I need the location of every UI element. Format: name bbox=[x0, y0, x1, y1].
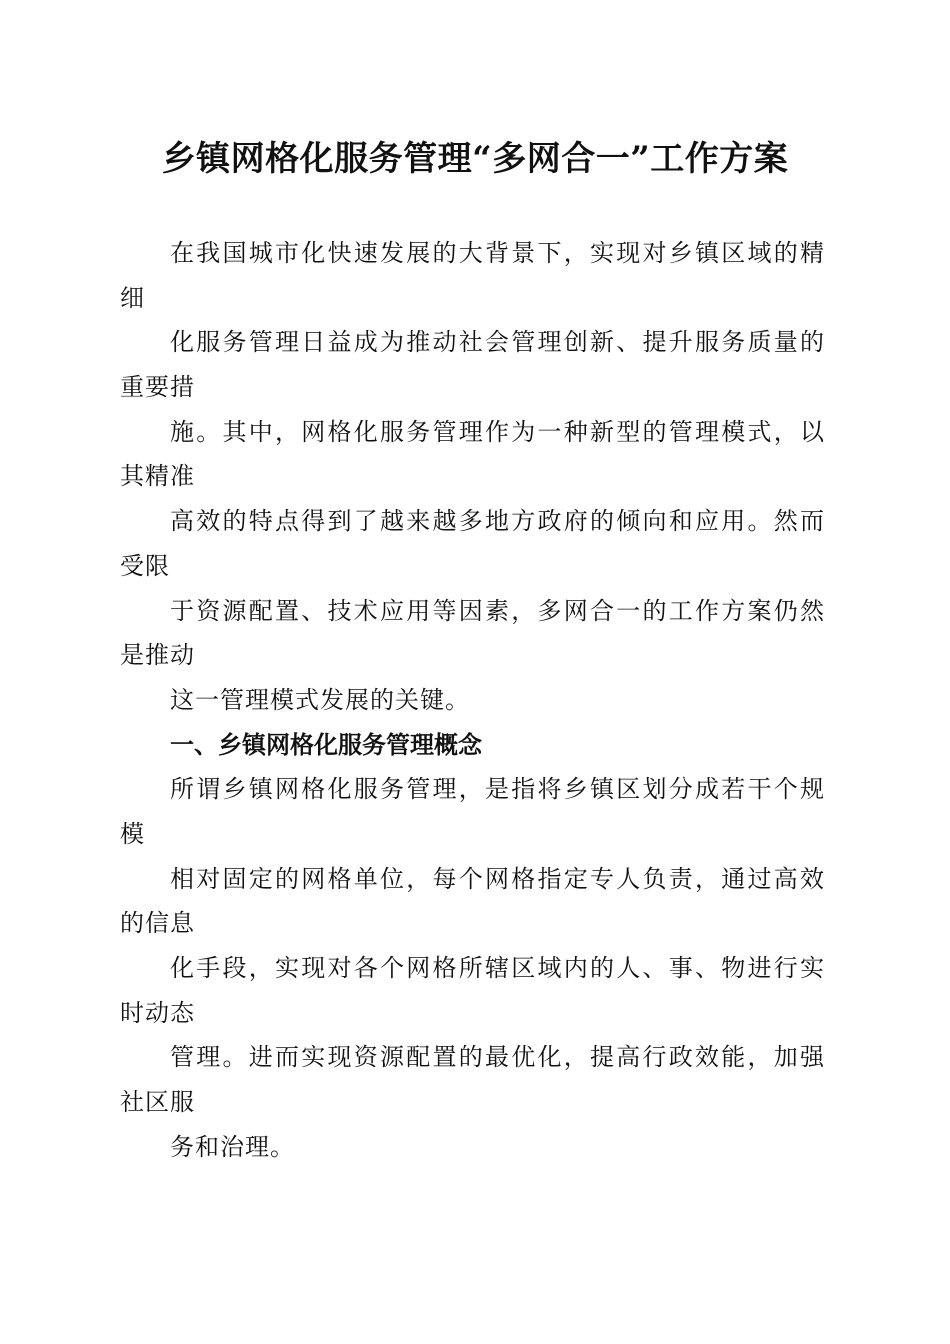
paragraph-line: 施。其中，网格化服务管理作为一种新型的管理模式，以 bbox=[170, 417, 825, 446]
paragraph-line-wrap: 受限 bbox=[120, 551, 170, 580]
paragraph-line: 化服务管理日益成为推动社会管理创新、提升服务质量的 bbox=[170, 328, 825, 357]
paragraph-line-last: 务和治理。 bbox=[170, 1132, 295, 1161]
paragraph-line-wrap: 其精准 bbox=[120, 462, 195, 491]
section-heading: 一、乡镇网格化服务管理概念 bbox=[170, 730, 482, 759]
paragraph-line: 于资源配置、技术应用等因素，多网合一的工作方案仍然 bbox=[170, 596, 825, 625]
document-body bbox=[120, 231, 825, 1169]
paragraph-line-wrap: 模 bbox=[120, 819, 145, 848]
paragraph-line: 高效的特点得到了越来越多地方政府的倾向和应用。然而 bbox=[170, 507, 825, 536]
paragraph-line-wrap: 的信息 bbox=[120, 909, 195, 938]
paragraph-line-wrap: 社区服 bbox=[120, 1088, 195, 1117]
paragraph-line-wrap: 细 bbox=[120, 283, 145, 312]
paragraph-line: 所谓乡镇网格化服务管理，是指将乡镇区划分成若干个规 bbox=[170, 775, 825, 804]
paragraph-line: 管理。进而实现资源配置的最优化，提高行政效能，加强 bbox=[170, 1043, 825, 1072]
paragraph-line: 在我国城市化快速发展的大背景下，实现对乡镇区域的精 bbox=[170, 239, 825, 267]
document-title: 乡镇网格化服务管理“多网合一”工作方案 bbox=[161, 139, 789, 179]
paragraph-line-wrap: 重要措 bbox=[120, 373, 195, 402]
paragraph-line: 化手段，实现对各个网格所辖区域内的人、事、物进行实 bbox=[170, 954, 825, 982]
paragraph-line-wrap: 时动态 bbox=[120, 998, 195, 1027]
paragraph-line: 相对固定的网格单位，每个网格指定专人负责，通过高效 bbox=[170, 864, 825, 893]
paragraph-line-last: 这一管理模式发展的关键。 bbox=[170, 685, 470, 714]
paragraph-line-wrap: 是推动 bbox=[120, 641, 195, 670]
